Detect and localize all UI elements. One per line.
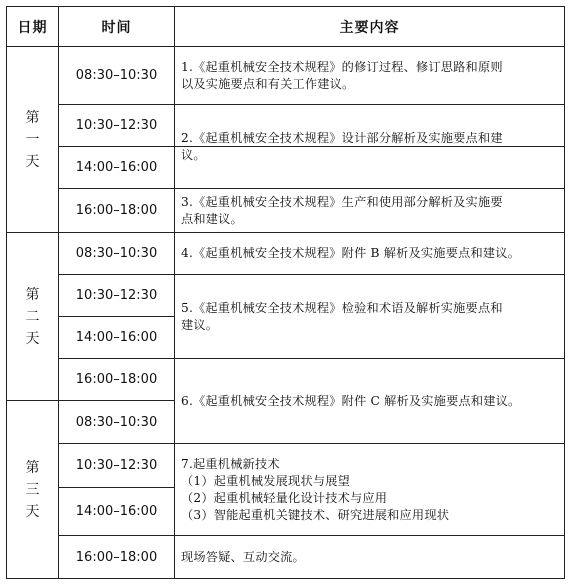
time-slot: 10:30–12:30: [75, 458, 158, 473]
content-item-5: [175, 275, 564, 358]
table-border-right: [564, 6, 565, 579]
content-text: 2.《起重机械安全技术规程》设计部分解析及实施要点和建 议。: [181, 130, 503, 162]
day-label-3: [7, 401, 58, 578]
time-slot: 14:00–16:00: [75, 504, 158, 519]
time-slot: 08:30–10:30: [75, 68, 158, 83]
time-slot: 16:00–18:00: [75, 203, 158, 218]
content-text: 1.《起重机械安全技术规程》的修订过程、修订思路和原则 以及实施要点和有关工作建议。: [181, 59, 503, 91]
table-border-bottom: [6, 578, 564, 579]
day-char: 一: [25, 131, 40, 148]
time-slot: 10:30–12:30: [75, 118, 158, 133]
day-char: 天: [25, 330, 40, 347]
content-item-7: [175, 444, 564, 535]
time-slot: 08:30–10:30: [75, 414, 158, 430]
content-text: 6.《起重机械安全技术规程》附件 C 解析及实施要点和建议。: [181, 393, 521, 408]
day-label-1: [7, 47, 58, 232]
content-item-2: [175, 105, 564, 188]
day-char: 第: [25, 286, 40, 303]
day-char: 第: [25, 459, 40, 476]
content-text: 现场答疑、互动交流。: [181, 549, 305, 564]
time-slot: 16:00–18:00: [75, 372, 158, 387]
time-slot: 08:30–10:30: [75, 246, 158, 261]
content-text: 4.《起重机械安全技术规程》附件 B 解析及实施要点和建议。: [181, 246, 521, 260]
time-slot: 16:00–18:00: [75, 549, 158, 565]
day-char: 第: [25, 109, 40, 126]
day-char: 二: [25, 308, 40, 325]
content-text: 7.起重机械新技术 （1）起重机械发展现状与展望 （2）起重机械轻量化设计技术与应用 （3）智能起重机关键技术、研究进展和应用现状: [181, 456, 450, 522]
day-char: 三: [25, 481, 40, 498]
header-content: 主要内容: [339, 19, 400, 36]
content-item-3: [175, 189, 564, 232]
time-slot: 10:30–12:30: [75, 288, 158, 303]
content-item-8: [175, 536, 564, 578]
content-text: 3.《起重机械安全技术规程》生产和使用部分解析及实施要 点和建议。: [181, 194, 503, 226]
content-item-4: [175, 233, 564, 274]
content-item-1: [175, 47, 564, 104]
day-char: 天: [25, 503, 40, 520]
content-text: 5.《起重机械安全技术规程》检验和术语及解析实施要点和 建议。: [181, 300, 503, 332]
header-date: 日期: [17, 19, 48, 36]
content-item-6: [175, 359, 564, 443]
day-char: 天: [25, 153, 40, 170]
header-time: 时间: [101, 19, 132, 36]
day-label-2: [7, 233, 58, 400]
time-slot: 14:00–16:00: [75, 160, 158, 175]
time-slot: 14:00–16:00: [75, 330, 158, 345]
